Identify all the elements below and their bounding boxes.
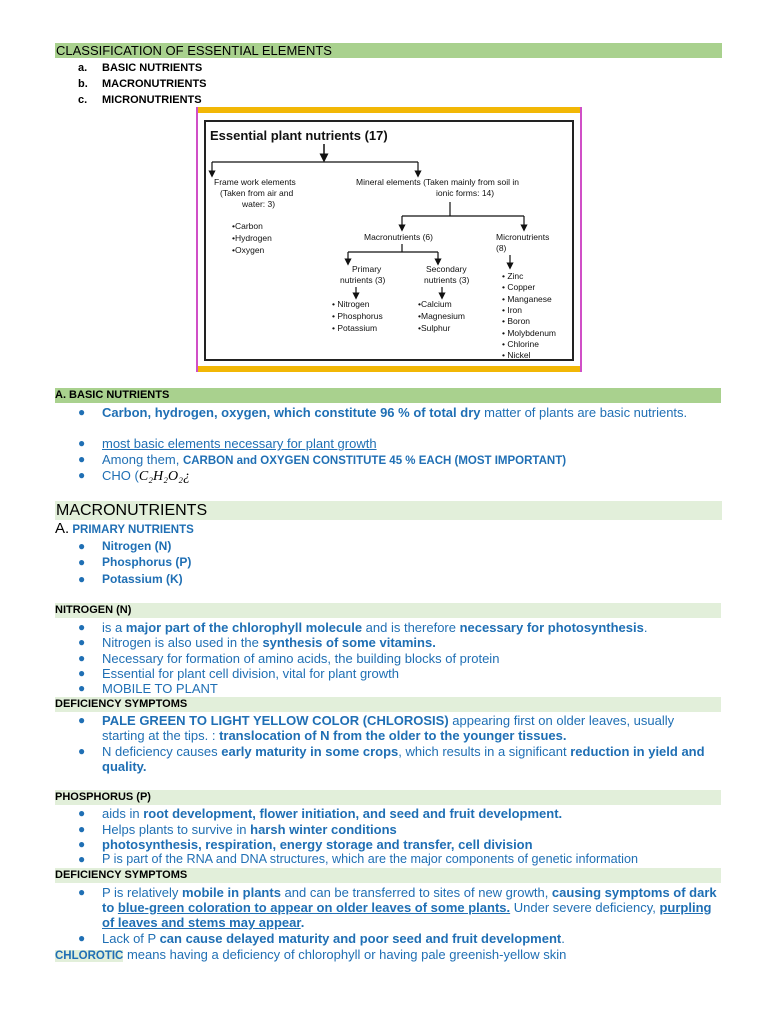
phosphorus-deficiency-bullet-1: ● P is relatively mobile in plants and can be transferred to sites of new growth, causing symptoms of dark to blue-green coloration to appear on older leaves of some plants. Under severe deficiency, purpling of leaves and stems may appear. [78, 885, 717, 930]
framework-label-2: (Taken from air and [220, 188, 294, 198]
micro-label-2: (8) [496, 243, 507, 253]
phosphorus-deficiency-heading: DEFICIENCY SYMPTOMS [55, 868, 721, 883]
bullet-icon: ● [78, 744, 86, 758]
nitrogen-deficiency-heading: DEFICIENCY SYMPTOMS [55, 697, 721, 712]
bullet-icon: ● [78, 681, 86, 695]
nitrogen-bullet-5: ● MOBILE TO PLANT [78, 681, 218, 696]
phosphorus-bullet-3: ● photosynthesis, respiration, energy storage and transfer, cell division [78, 837, 533, 852]
basic-bullet-1: ● Carbon, hydrogen, oxygen, which constitute 96 % of total dry matter of plants are basic nutrients. [78, 405, 688, 420]
nutrient-classification-figure [196, 107, 582, 372]
bullet-icon: ● [78, 852, 86, 866]
basic-bullet-3: ● Among them, CARBON and OXYGEN CONSTITUTE 45 % EACH (MOST IMPORTANT) [78, 452, 567, 467]
framework-item-hydrogen: •Hydrogen [232, 233, 272, 243]
chlorotic-definition: CHLOROTIC means having a deficiency of chlorophyll or having pale greenish-yellow skin [55, 947, 567, 962]
nitrogen-deficiency-bullet-1: ● PALE GREEN TO LIGHT YELLOW COLOR (CHLOROSIS) appearing first on older leaves, usually starting at the tips. : translocation of N from the older to the younger tissues. [78, 713, 675, 743]
nitrogen-heading: NITROGEN (N) [55, 603, 721, 618]
nitrogen-bullet-1: ● is a major part of the chlorophyll molecule and is therefore necessary for photosynthesis. [78, 620, 648, 635]
micro-item-iron: • Iron [502, 305, 522, 315]
bullet-icon: ● [78, 885, 86, 899]
micro-item-zinc: • Zinc [502, 271, 524, 281]
bullet-icon: ● [78, 620, 86, 634]
primary-label-1: Primary [352, 264, 382, 274]
framework-label-1: Frame work elements [214, 177, 296, 187]
phosphorus-deficiency-bullet-2: ● Lack of P can cause delayed maturity and poor seed and fruit development. [78, 931, 565, 946]
phosphorus-bullet-1: ● aids in root development, flower initiation, and seed and fruit development. [78, 806, 563, 821]
micro-item-boron: • Boron [502, 316, 531, 326]
mineral-label-1: Mineral elements (Taken mainly from soil in [356, 177, 519, 187]
primary-item-phosphorus: ● Phosphorus (P) [78, 555, 192, 569]
framework-item-oxygen: •Oxygen [232, 245, 265, 255]
phosphorus-heading: PHOSPHORUS (P) [55, 790, 721, 805]
framework-item-carbon: •Carbon [232, 221, 263, 231]
bullet-icon: ● [78, 405, 86, 419]
nutrient-tree-diagram [206, 122, 572, 359]
bullet-icon: ● [78, 806, 86, 820]
secondary-item-calcium: •Calcium [418, 299, 452, 309]
document-title: CLASSIFICATION OF ESSENTIAL ELEMENTS [55, 43, 722, 58]
primary-item-nitrogen: ● Nitrogen (N) [78, 539, 172, 553]
bullet-icon: ● [78, 539, 86, 553]
bullet-icon: ● [78, 572, 86, 586]
bullet-icon: ● [78, 635, 86, 649]
bullet-icon: ● [78, 666, 86, 680]
secondary-item-sulphur: •Sulphur [418, 323, 451, 333]
micro-label-1: Micronutrients [496, 232, 550, 242]
primary-item-potassium: ● Potassium (K) [78, 572, 183, 586]
phosphorus-bullet-4: ● P is part of the RNA and DNA structures, which are the major components of genetic information [78, 852, 638, 866]
framework-label-3: water: 3) [242, 199, 276, 209]
class-item-c: c. MICRONUTRIENTS [78, 94, 202, 106]
figure-title: Essential plant nutrients (17) [210, 128, 388, 143]
bullet-icon: ● [78, 555, 86, 569]
bullet-icon: ● [78, 713, 86, 727]
micro-item-nickel: • Nickel [502, 350, 531, 359]
secondary-label-1: Secondary [426, 264, 467, 274]
bullet-icon: ● [78, 822, 86, 836]
secondary-item-magnesium: •Magnesium [418, 311, 465, 321]
nitrogen-bullet-2: ● Nitrogen is also used in the synthesis of some vitamins. [78, 635, 436, 650]
primary-item-potassium: • Potassium [332, 323, 378, 333]
phosphorus-bullet-2: ● Helps plants to survive in harsh winter conditions [78, 822, 397, 837]
primary-nutrients-subheading: A. PRIMARY NUTRIENTS [55, 520, 194, 537]
figure-top-bar [198, 107, 580, 113]
mineral-label-2: ionic forms: 14) [436, 188, 495, 198]
primary-item-phosphorus: • Phosphorus [332, 311, 383, 321]
bullet-icon: ● [78, 436, 86, 450]
nitrogen-bullet-3: ● Necessary for formation of amino acids, the building blocks of protein [78, 651, 500, 666]
bullet-icon: ● [78, 931, 86, 945]
nitrogen-deficiency-bullet-2: ● N deficiency causes early maturity in some crops, which results in a significant reduction in yield and quality. [78, 744, 705, 774]
macro-label: Macronutrients (6) [364, 232, 433, 242]
secondary-label-2: nutrients (3) [424, 275, 470, 285]
bullet-icon: ● [78, 452, 86, 466]
bullet-icon: ● [78, 651, 86, 665]
macronutrients-heading: MACRONUTRIENTS [55, 501, 722, 520]
figure-frame [204, 120, 574, 361]
basic-nutrients-heading: A. BASIC NUTRIENTS [55, 388, 721, 403]
class-item-b: b. MACRONUTRIENTS [78, 78, 207, 90]
micro-item-manganese: • Manganese [502, 294, 552, 304]
micro-item-molybdenum: • Molybdenum [502, 328, 557, 338]
figure-bottom-bar [198, 366, 580, 372]
micro-item-copper: • Copper [502, 282, 536, 292]
micro-item-chlorine: • Chlorine [502, 339, 539, 349]
basic-bullet-2: ● most basic elements necessary for plant growth [78, 436, 377, 451]
bullet-icon: ● [78, 837, 86, 851]
nitrogen-bullet-4: ● Essential for plant cell division, vital for plant growth [78, 666, 399, 681]
basic-bullet-4: ● CHO (C₂H₂O₂¿ [78, 468, 191, 484]
chlorotic-term: CHLOROTIC [55, 950, 124, 962]
bullet-icon: ● [78, 468, 86, 482]
primary-label-2: nutrients (3) [340, 275, 386, 285]
class-item-a: a. BASIC NUTRIENTS [78, 62, 203, 74]
primary-item-nitrogen: • Nitrogen [332, 299, 370, 309]
